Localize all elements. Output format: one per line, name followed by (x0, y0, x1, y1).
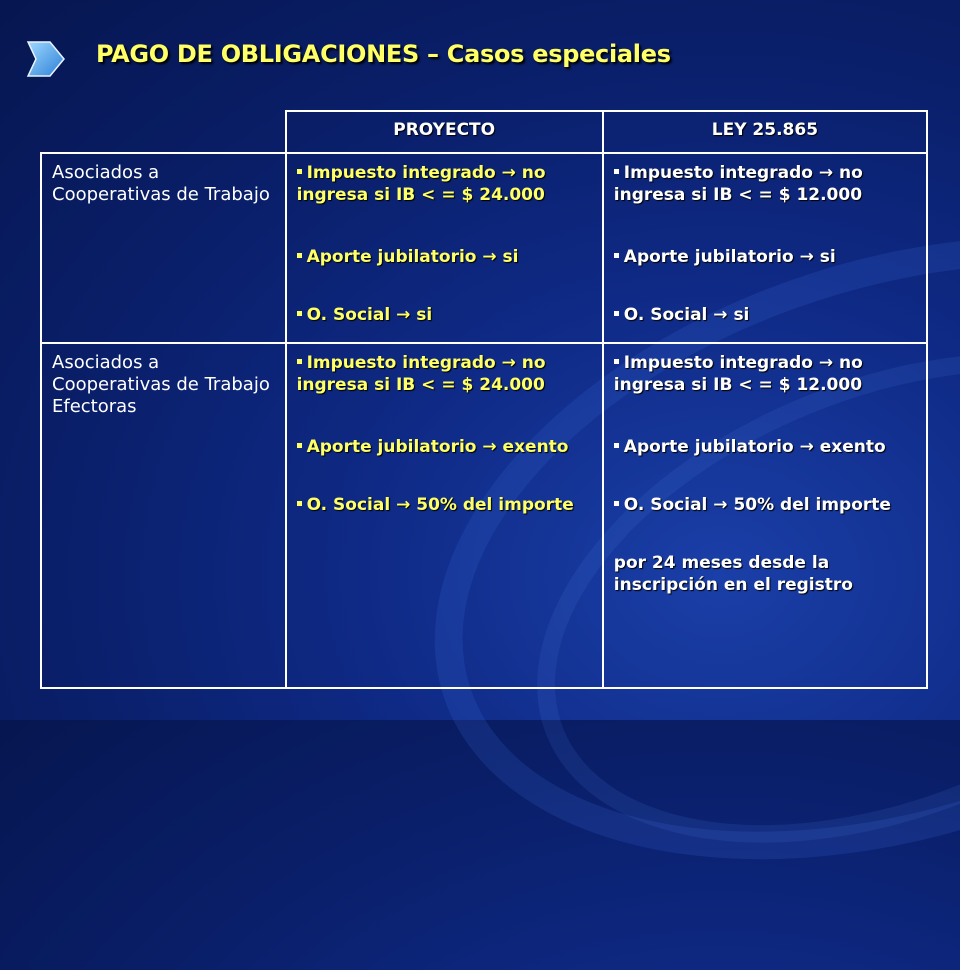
empty-corner-cell (41, 111, 286, 153)
row-label: Asociados a Cooperativas de Trabajo Efectoras (52, 352, 270, 417)
bullet-icon (614, 443, 619, 448)
bullet-icon (297, 311, 302, 316)
bullet-icon (614, 253, 619, 258)
bullet-icon (297, 501, 302, 506)
bullet-icon (614, 359, 619, 364)
list-item: O. Social → 50% del importe (614, 494, 920, 516)
table-header-row (41, 111, 927, 153)
list-item: O. Social → 50% del importe (297, 494, 596, 516)
arrow-right-icon (24, 28, 68, 90)
list-item: O. Social → si (297, 304, 596, 326)
proyecto-cell (286, 153, 603, 343)
bullet-icon (297, 253, 302, 258)
header-ley: LEY 25.865 (603, 111, 927, 153)
row-label-cell (41, 153, 286, 343)
list-item: Aporte jubilatorio → exento (614, 436, 920, 458)
ley-cell (603, 343, 927, 688)
bullet-icon (614, 311, 619, 316)
table-row (41, 343, 927, 688)
bullet-icon (297, 443, 302, 448)
ley-note: por 24 meses desde la inscripción en el registro (613, 553, 853, 595)
list-item: Impuesto integrado → no ingresa si IB < = $ 24.000 (296, 163, 546, 205)
proyecto-cell (286, 343, 603, 688)
bullet-icon (614, 501, 619, 506)
bullet-icon (297, 169, 302, 174)
list-item: Impuesto integrado → no ingresa si IB < = $ 24.000 (296, 353, 546, 395)
comparison-table (40, 110, 928, 689)
table-row (41, 153, 927, 343)
row-label: Asociados a Cooperativas de Trabajo (52, 162, 270, 205)
list-item: Aporte jubilatorio → si (297, 246, 596, 268)
ley-cell (603, 153, 927, 343)
list-item: Aporte jubilatorio → si (614, 246, 920, 268)
bullet-icon (297, 359, 302, 364)
row-label-cell (41, 343, 286, 688)
list-item: Aporte jubilatorio → exento (297, 436, 596, 458)
bullet-icon (614, 169, 619, 174)
list-item: Impuesto integrado → no ingresa si IB < = $ 12.000 (613, 163, 863, 205)
list-item: O. Social → si (614, 304, 920, 326)
header-proyecto: PROYECTO (286, 111, 603, 153)
list-item: Impuesto integrado → no ingresa si IB < = $ 12.000 (613, 353, 863, 395)
page-title: PAGO DE OBLIGACIONES – Casos especiales (96, 40, 671, 68)
